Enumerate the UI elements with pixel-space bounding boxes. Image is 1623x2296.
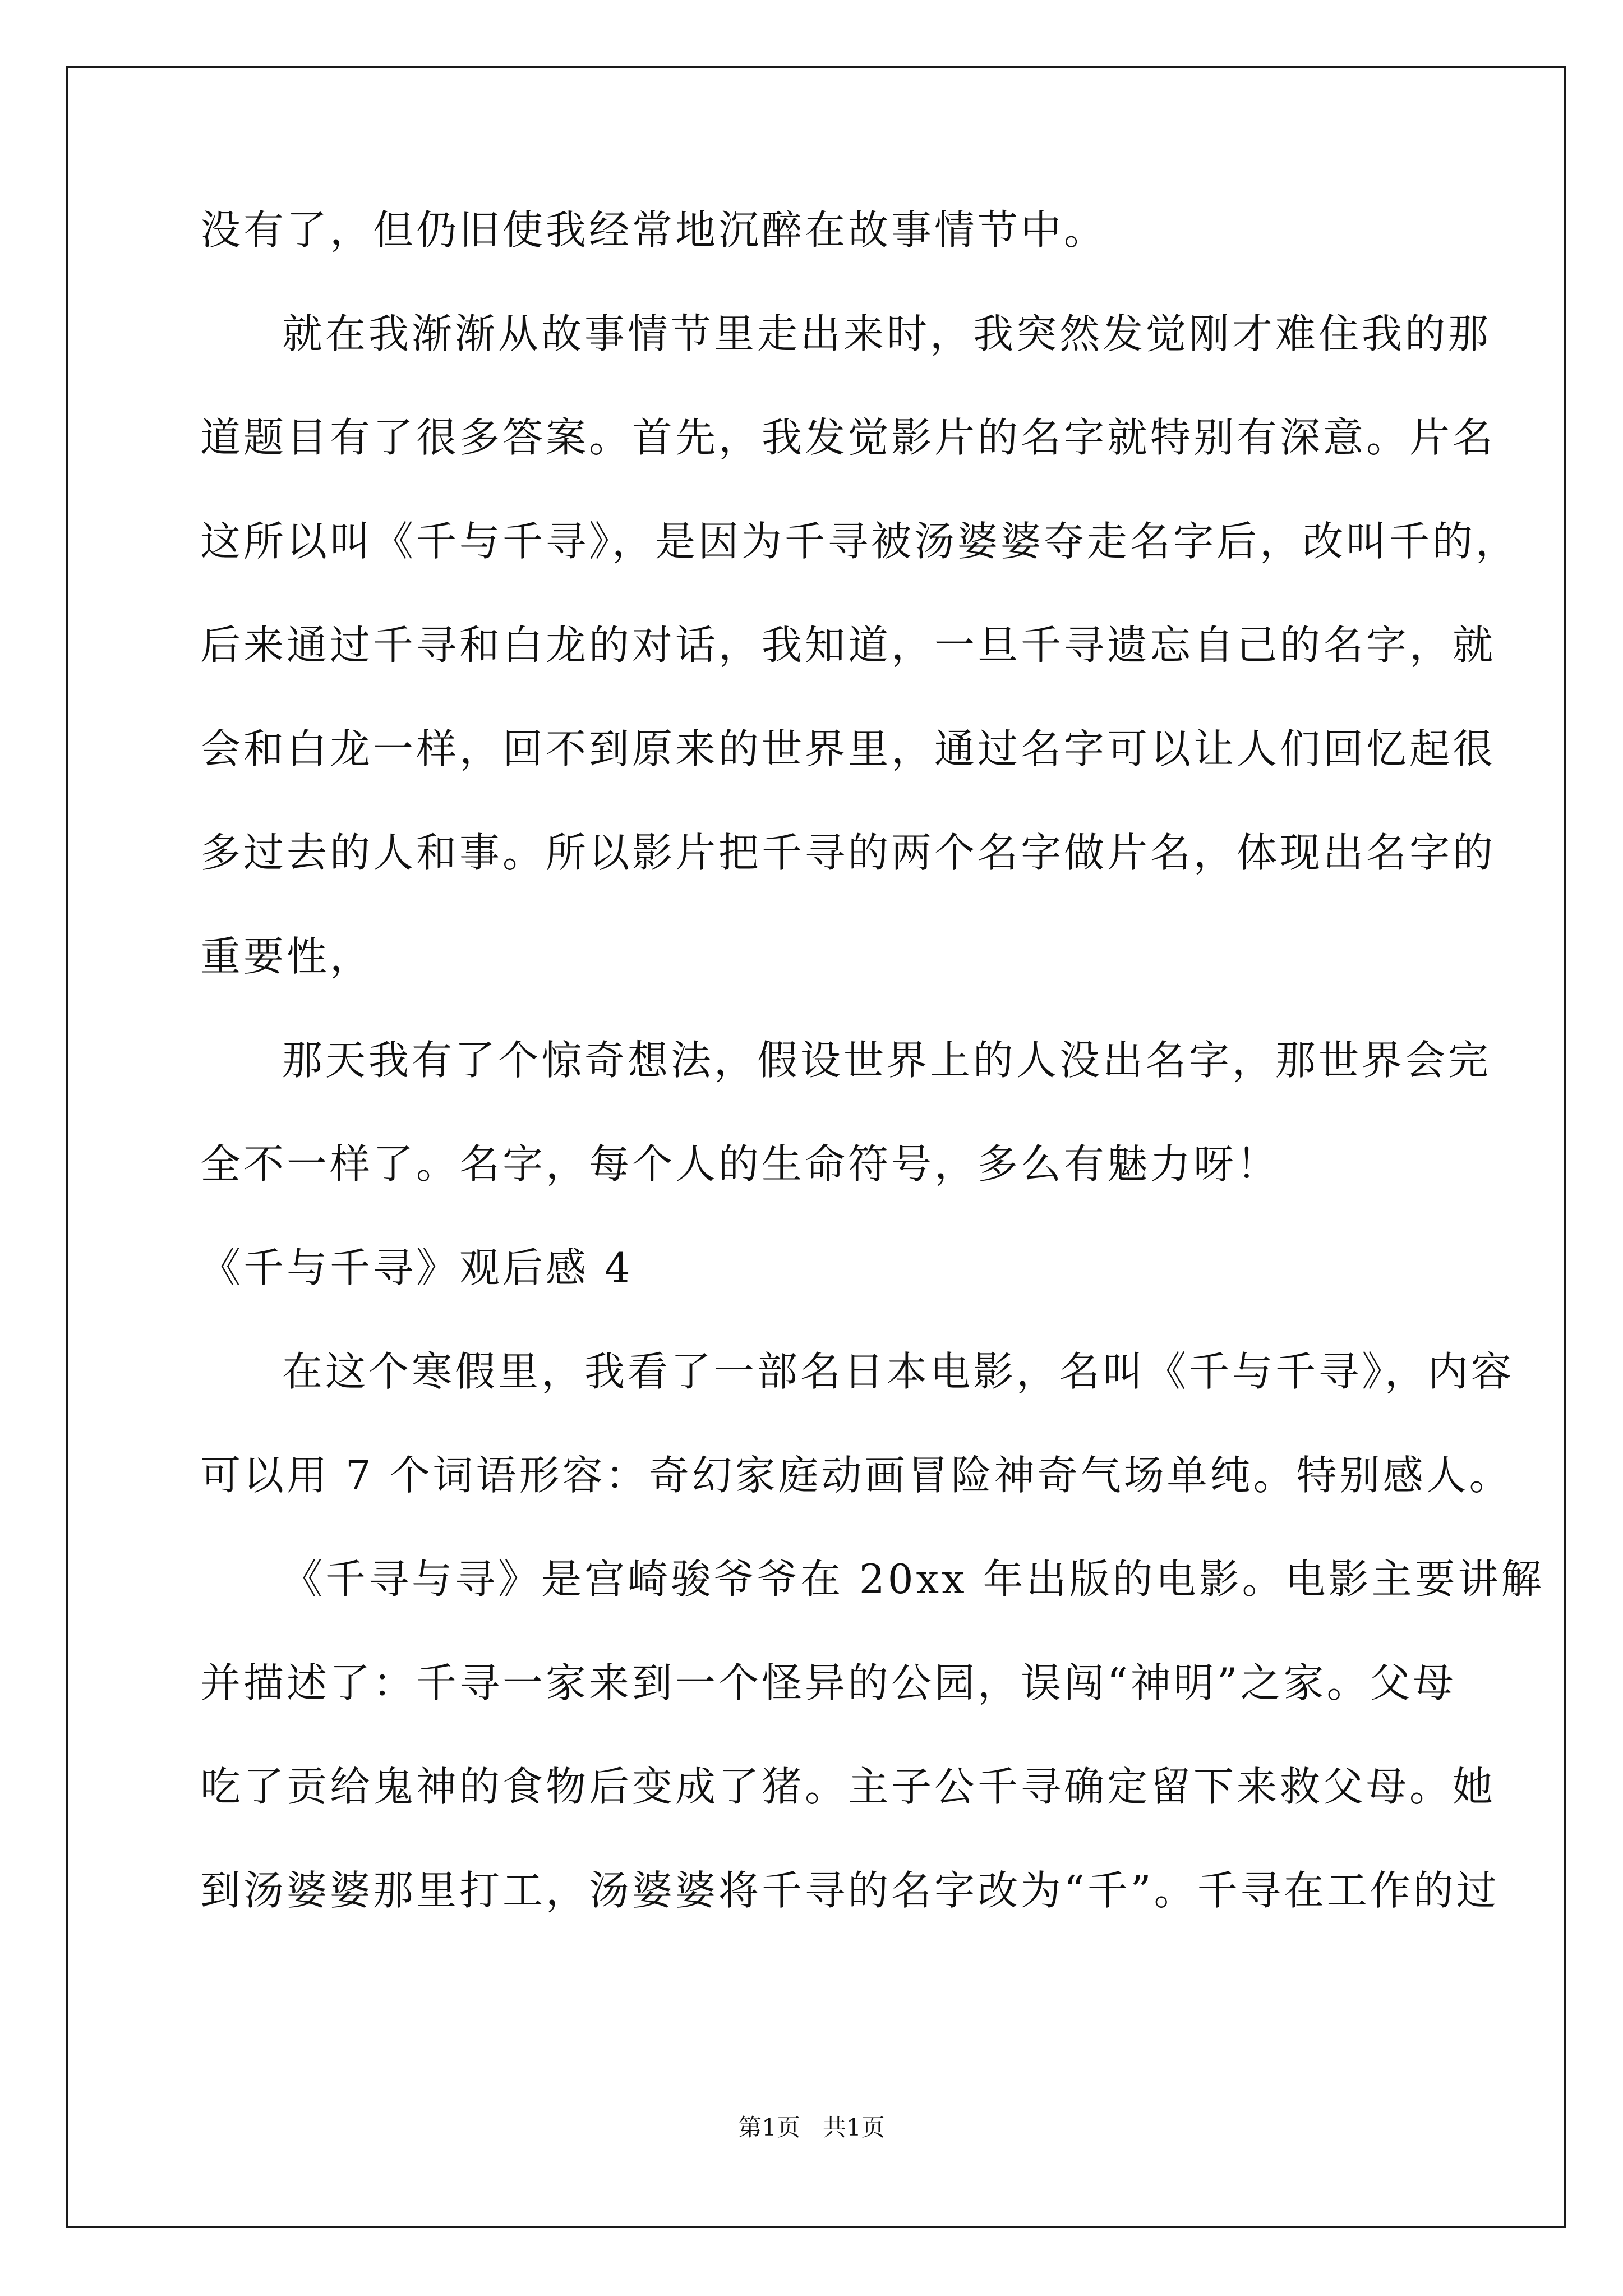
paragraph-start-line: 那天我有了个惊奇想法，假设世界上的人没出名字，那世界会完	[282, 1037, 1492, 1084]
text-line: 可以用 7 个词语形容：奇幻家庭动画冒险神奇气场单纯。特别感人。	[200, 1452, 1513, 1499]
section-heading: 《千与千寻》观后感 4	[200, 1244, 633, 1291]
page-footer: 第1页 共1页	[738, 2114, 885, 2141]
paragraph-start-line: 在这个寒假里，我看了一部名日本电影，名叫《千与千寻》，内容	[282, 1348, 1515, 1395]
text-line: 多过去的人和事。所以影片把千寻的两个名字做片名，体现出名字的	[200, 829, 1496, 876]
paragraph-start-line: 就在我渐渐从故事情节里走出来时，我突然发觉刚才难住我的那	[282, 310, 1492, 357]
text-line: 并描述了：千寻一家来到一个怪异的公园，误闯“神明”之家。父母	[200, 1659, 1456, 1706]
text-line: 全不一样了。名字，每个人的生命符号，多么有魅力呀！	[200, 1140, 1280, 1188]
paragraph-start-line: 《千寻与寻》是宫崎骏爷爷在 20xx 年出版的电影。电影主要讲解	[282, 1556, 1544, 1603]
text-line: 没有了，但仍旧使我经常地沉醉在故事情节中。	[200, 206, 1108, 254]
text-line: 到汤婆婆那里打工，汤婆婆将千寻的名字改为“千”。千寻在工作的过	[200, 1867, 1500, 1914]
text-line: 重要性，	[200, 933, 374, 980]
text-line: 这所以叫《千与千寻》，是因为千寻被汤婆婆夺走名字后，改叫千的，	[200, 518, 1519, 565]
text-line: 吃了贡给鬼神的食物后变成了猪。主子公千寻确定留下来救父母。她	[200, 1763, 1496, 1810]
text-line: 会和白龙一样，回不到原来的世界里，通过名字可以让人们回忆起很	[200, 725, 1496, 772]
text-line: 道题目有了很多答案。首先，我发觉影片的名字就特别有深意。片名	[200, 414, 1496, 461]
text-line: 后来通过千寻和白龙的对话，我知道，一旦千寻遗忘自己的名字，就	[200, 622, 1496, 669]
